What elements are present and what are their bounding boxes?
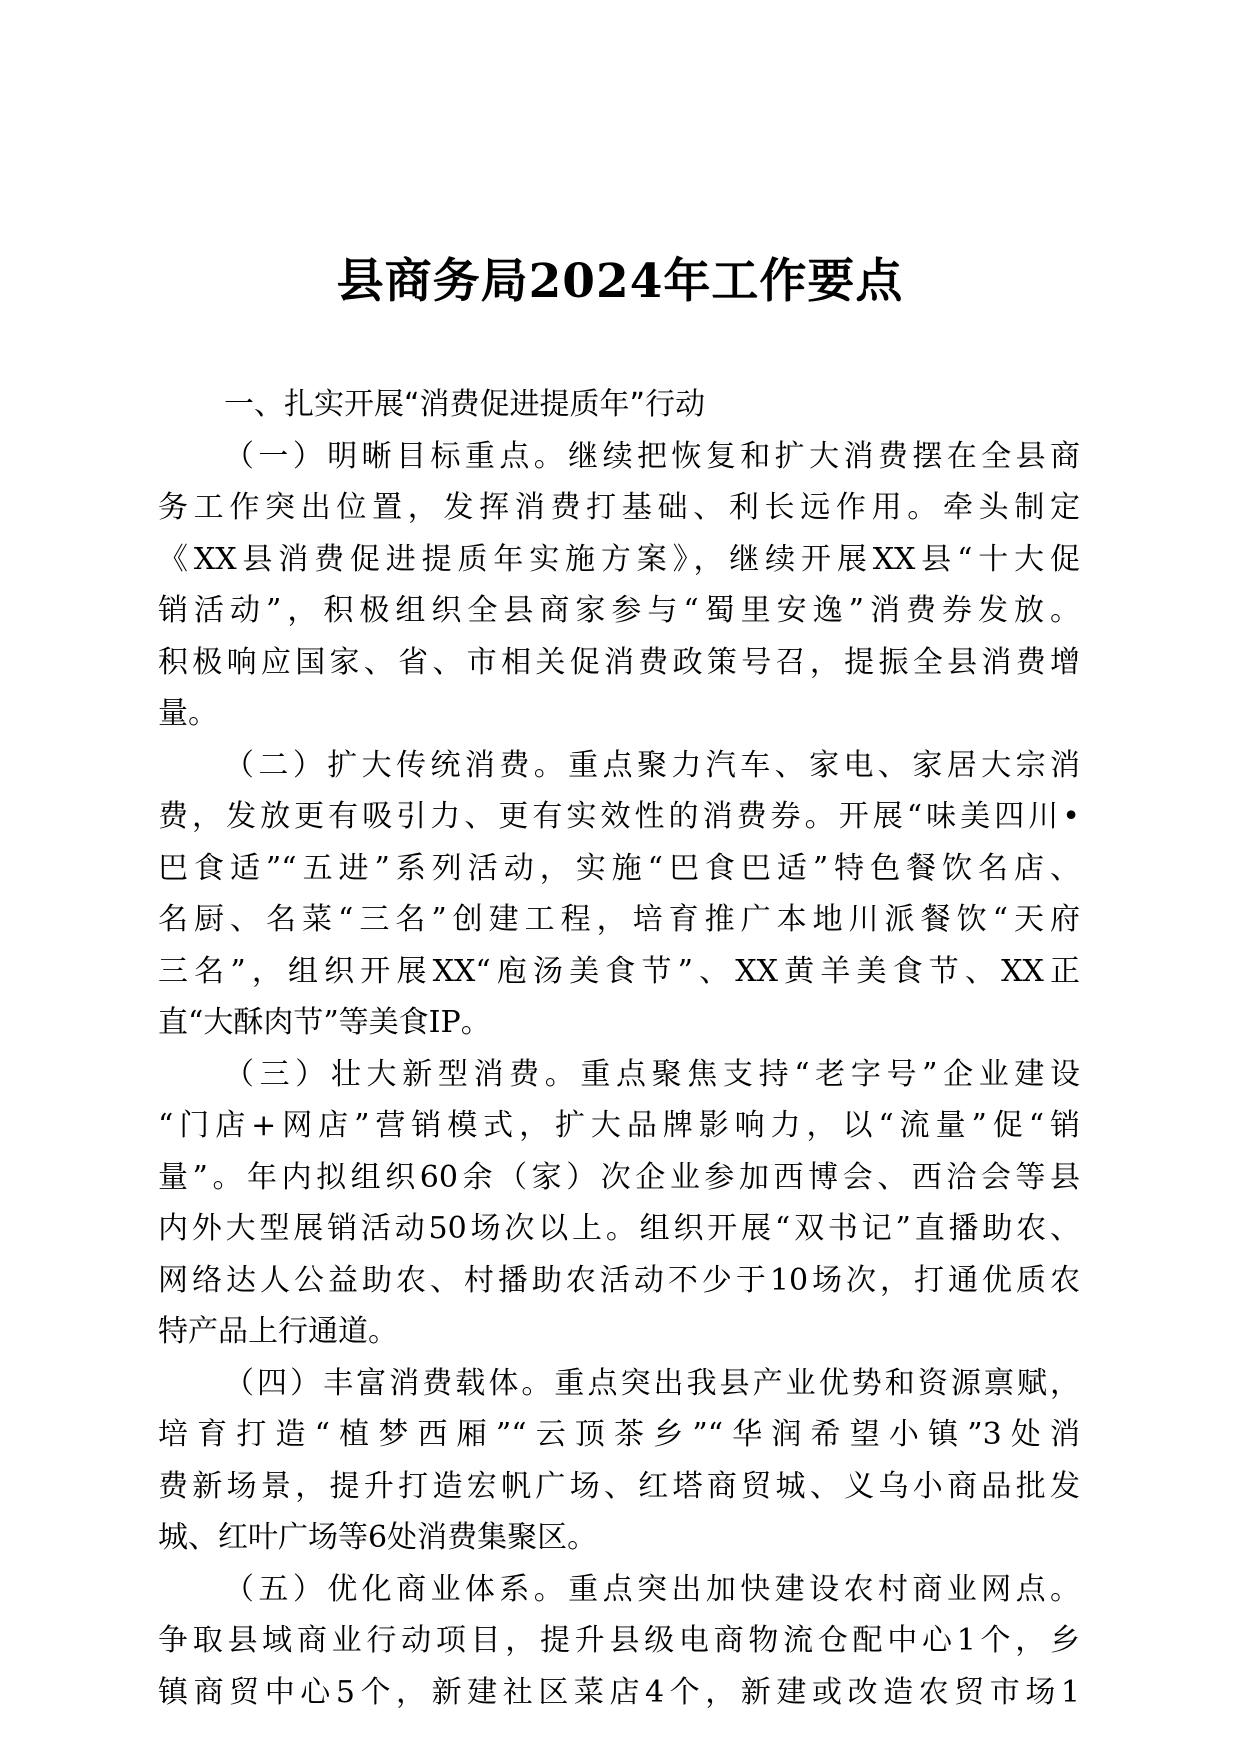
paragraph-line: 特产品上行通道。 [158,1314,398,1349]
paragraph-line: （二）扩大传统消费。重点聚力汽车、家电、家居大宗消 [224,747,1080,783]
paragraph-line: 内外大型展销活动50场次以上。组织开展“双书记”直播助农、 [158,1211,1080,1246]
section-heading: 一、扎实开展“消费促进提质年”行动 [224,387,706,422]
paragraph-line: 巴食适”“五进”系列活动，实施“巴食巴适”特色餐饮名店、 [158,850,1080,886]
paragraph-line: 积极响应国家、省、市相关促消费政策号召，提振全县消费增 [158,644,1080,680]
paragraph-line: 费，发放更有吸引力、更有实效性的消费券。开展“味美四川• [158,799,1080,834]
paragraph-2 [158,740,1080,1049]
paragraph-line: “门店+网店”营销模式，扩大品牌影响力，以“流量”促“销 [158,1108,1080,1143]
paragraph-1 [158,431,1080,740]
paragraph-line: 费新场景，提升打造宏帆广场、红塔商贸城、义乌小商品批发 [158,1468,1080,1504]
paragraph-line: 镇商贸中心5个，新建社区菜店4个，新建或改造农贸市场1 [158,1674,1080,1710]
paragraph-line: 三名”，组织开展XX“庖汤美食节”、XX黄羊美食节、XX正 [158,953,1080,989]
paragraph-5 [158,1564,1080,1719]
paragraph-4 [158,1358,1080,1564]
paragraph-line: （一）明晰目标重点。继续把恢复和扩大消费摆在全县商 [224,438,1080,474]
paragraph-line: 争取县域商业行动项目，提升县级电商物流仓配中心1个，乡 [158,1623,1080,1658]
paragraph-line: 名厨、名菜“三名”创建工程，培育推广本地川派餐饮“天府 [158,902,1080,937]
paragraph-line: 网络达人公益助农、村播助农活动不少于10场次，打通优质农 [158,1262,1080,1298]
paragraph-line: （五）优化商业体系。重点突出加快建设农村商业网点。 [224,1571,1080,1607]
paragraph-3 [158,1049,1080,1358]
paragraph-line: 城、红叶广场等6处消费集聚区。 [158,1520,598,1555]
paragraph-line: 销活动”，积极组织全县商家参与“蜀里安逸”消费券发放。 [158,593,1080,628]
document-body [158,379,1080,1718]
paragraph-line: 量”。年内拟组织60余（家）次企业参加西博会、西洽会等县 [158,1159,1080,1195]
paragraph-line: 培育打造“植梦西厢”“云顶茶乡”“华润希望小镇”3处消 [158,1417,1080,1452]
paragraph-line: 直“大酥肉节”等美食IP。 [158,1005,491,1040]
paragraph-line: （四）丰富消费载体。重点突出我县产业优势和资源禀赋， [224,1365,1080,1401]
document-title: 县商务局2024年工作要点 [336,254,904,309]
paragraph-line: （三）壮大新型消费。重点聚焦支持“老字号”企业建设 [224,1056,1080,1092]
paragraph-line: 务工作突出位置，发挥消费打基础、利长远作用。牵头制定 [158,490,1080,525]
paragraph-line: 《XX县消费促进提质年实施方案》，继续开展XX县“十大促 [158,541,1080,577]
paragraph-line: 量。 [158,696,218,731]
